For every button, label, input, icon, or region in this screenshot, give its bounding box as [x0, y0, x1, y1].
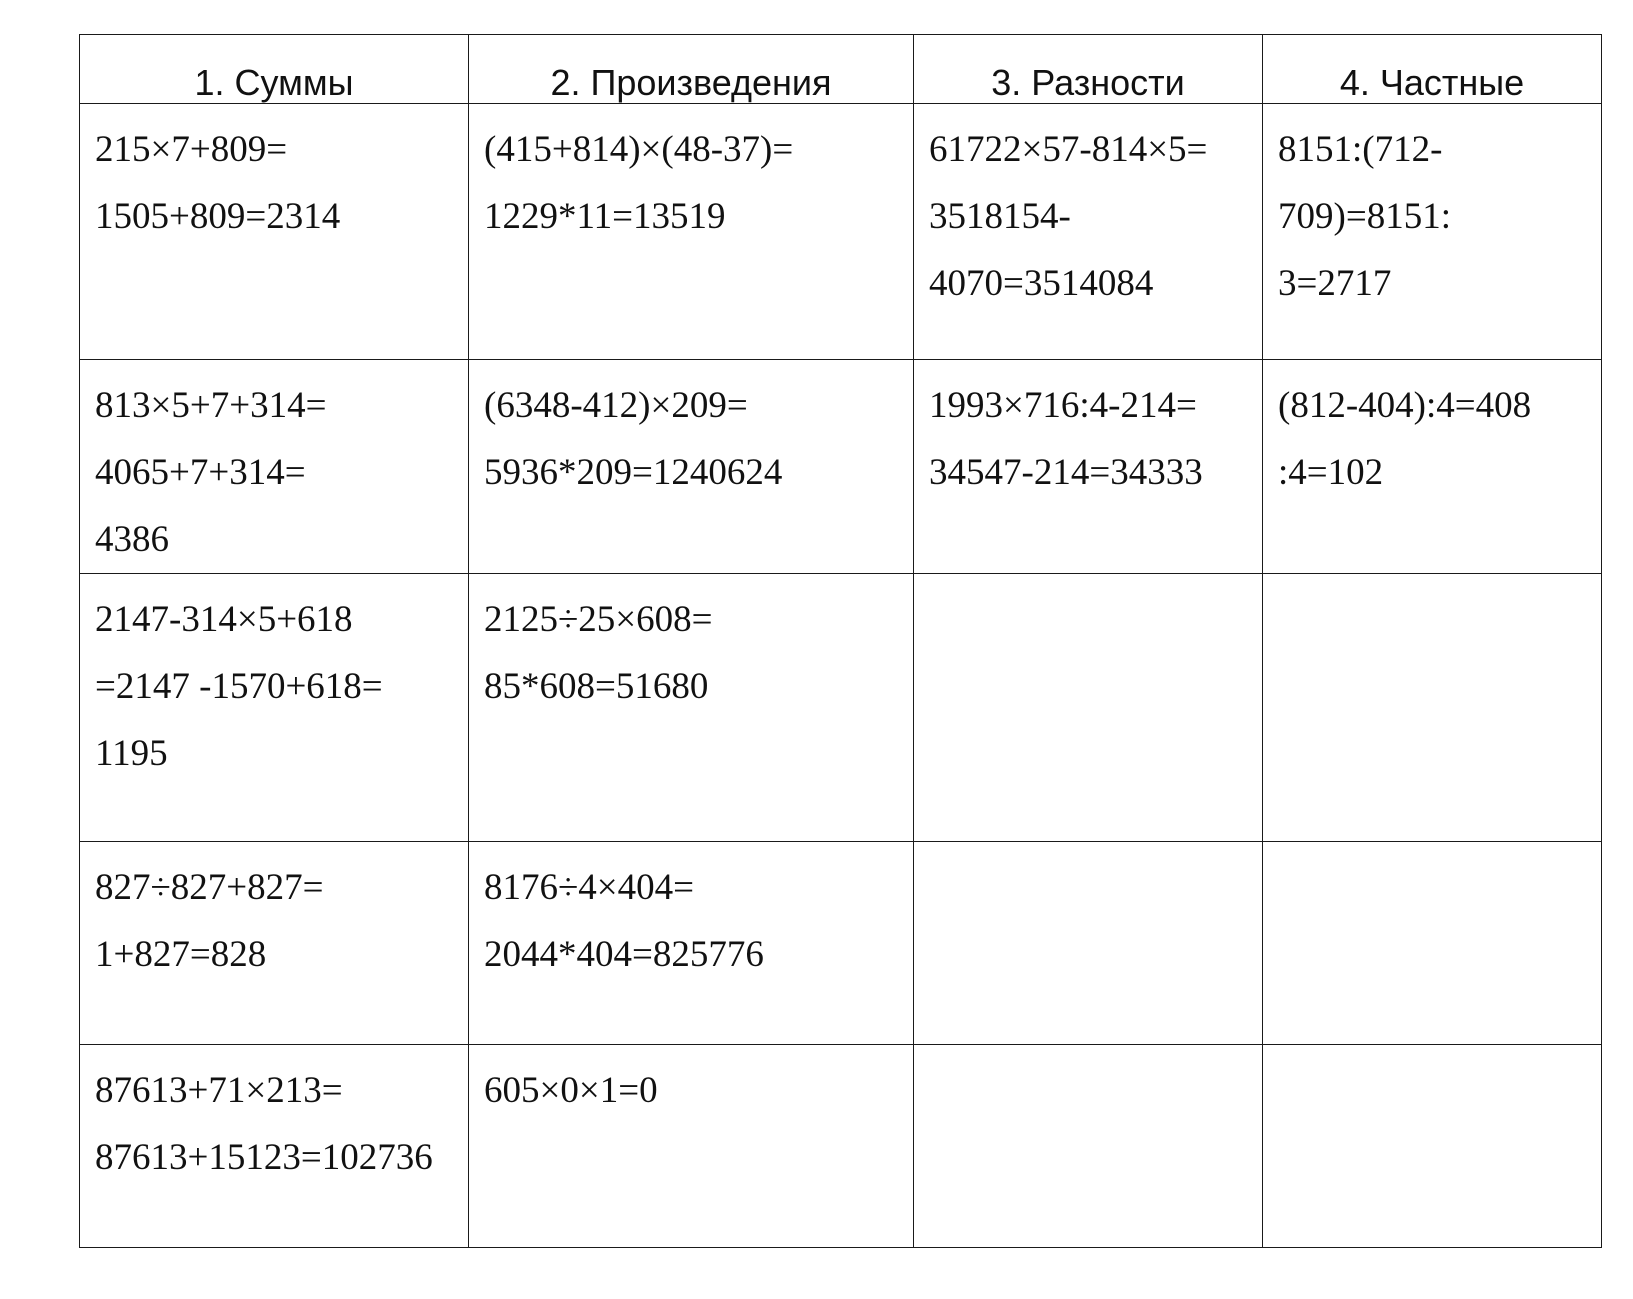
header-row: [80, 35, 1602, 104]
cell-sums: [80, 574, 469, 842]
cell-quotients: [1263, 360, 1602, 574]
expression-line: 3=2717: [1278, 263, 1392, 304]
cell-differences-empty: [914, 1045, 1263, 1248]
expression-line: 8176÷4×404=: [484, 867, 695, 908]
cell-differences-empty: [914, 842, 1263, 1045]
expression-line: 87613+71×213=: [95, 1070, 343, 1111]
math-expressions-table: [79, 34, 1602, 1248]
cell-sums: [80, 360, 469, 574]
expression-line: 827÷827+827=: [95, 867, 324, 908]
worksheet: [79, 34, 1601, 1248]
expression-line: 1229*11=13519: [484, 196, 726, 237]
header-sums: 1. Суммы: [80, 35, 469, 104]
cell-products: [469, 1045, 914, 1248]
cell-products: [469, 360, 914, 574]
expression-line: 215×7+809=: [95, 129, 288, 170]
cell-quotients-empty: [1263, 1045, 1602, 1248]
expression-line: 34547-214=34333: [929, 452, 1203, 493]
cell-products: [469, 104, 914, 360]
cell-differences: [914, 360, 1263, 574]
table-row: [80, 842, 1602, 1045]
cell-differences: [914, 104, 1263, 360]
expression-line: 4065+7+314=: [95, 452, 306, 493]
expression-line: :4=102: [1278, 452, 1384, 493]
cell-differences-empty: [914, 574, 1263, 842]
cell-products: [469, 574, 914, 842]
cell-products: [469, 842, 914, 1045]
table-row: [80, 104, 1602, 360]
table-row: [80, 360, 1602, 574]
header-differences: 3. Разности: [914, 35, 1263, 104]
expression-line: 5936*209=1240624: [484, 452, 783, 493]
cell-sums: [80, 842, 469, 1045]
cell-sums: [80, 104, 469, 360]
expression-line: 4070=3514084: [929, 263, 1154, 304]
table-row: [80, 1045, 1602, 1248]
expression-line: 3518154-: [929, 196, 1071, 237]
cell-quotients-empty: [1263, 574, 1602, 842]
cell-sums: [80, 1045, 469, 1248]
expression-line: 2147-314×5+618: [95, 599, 353, 640]
expression-line: 4386: [95, 519, 169, 560]
expression-line: 2125÷25×608=: [484, 599, 713, 640]
cell-quotients-empty: [1263, 842, 1602, 1045]
expression-line: (812-404):4=408: [1278, 385, 1532, 426]
header-quotients: 4. Частные: [1263, 35, 1602, 104]
expression-line: 1993×716:4-214=: [929, 385, 1197, 426]
expression-line: 2044*404=825776: [484, 934, 764, 975]
expression-line: 813×5+7+314=: [95, 385, 327, 426]
expression-line: (415+814)×(48-37)=: [484, 129, 794, 170]
expression-line: =2147 -1570+618=: [95, 666, 383, 707]
expression-line: (6348-412)×209=: [484, 385, 748, 426]
expression-line: 8151:(712-: [1278, 129, 1443, 170]
expression-line: 605×0×1=0: [484, 1070, 658, 1111]
expression-line: 709)=8151:: [1278, 196, 1451, 237]
expression-line: 1+827=828: [95, 934, 267, 975]
expression-line: 1505+809=2314: [95, 196, 341, 237]
header-products: 2. Произведения: [469, 35, 914, 104]
expression-line: 61722×57-814×5=: [929, 129, 1208, 170]
expression-line: 85*608=51680: [484, 666, 709, 707]
table-row: [80, 574, 1602, 842]
table-body: [80, 104, 1602, 1248]
expression-line: 1195: [95, 733, 168, 774]
expression-line: 87613+15123=102736: [95, 1137, 433, 1178]
cell-quotients: [1263, 104, 1602, 360]
